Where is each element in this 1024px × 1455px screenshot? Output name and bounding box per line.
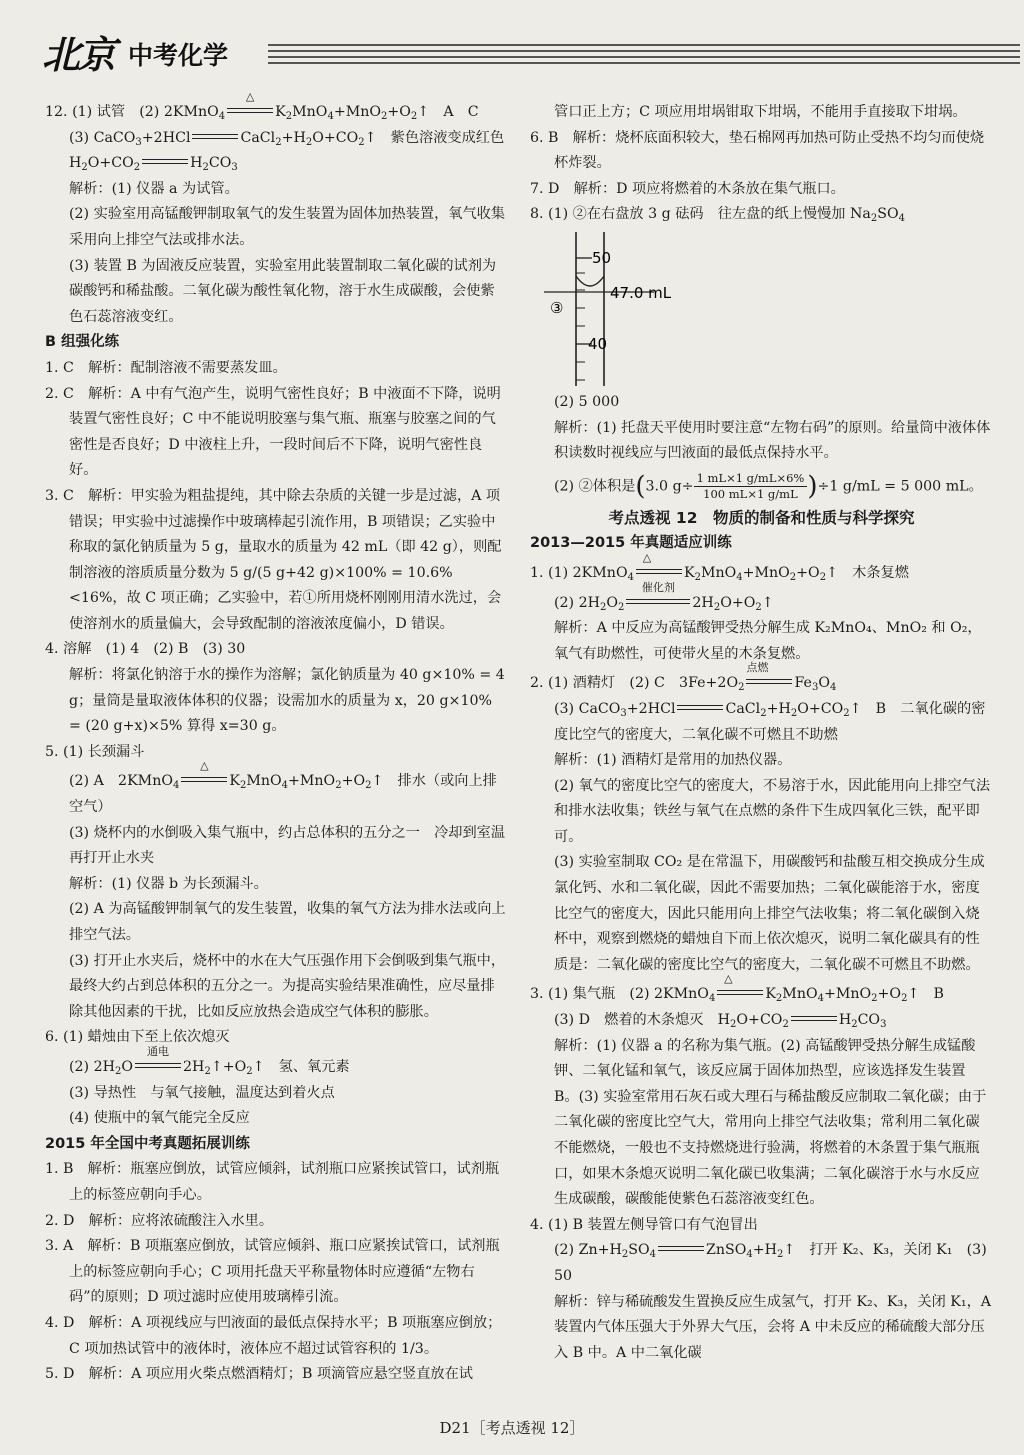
r-q3-1: 3. (1) 集气瓶 (2) 2KMnO$_4$ △ $K_2MnO_4+MnO_2+O_2↑$ B — [530, 972, 944, 1005]
n-q1: 1. B 解析：瓶塞应倒放，试管应倾斜，试剂瓶口应紧挨试管口，试剂瓶上的标签应朝向手心。 — [45, 1161, 500, 1203]
eye-position-marker: ③ — [550, 298, 564, 317]
b-q6-2: (2) $2H_2O$ 通电 $2H_2↑+O_2↑$ 氢、氧元素 — [69, 1044, 350, 1077]
cylinder-label-50: 50 — [592, 248, 612, 267]
q12-analysis-1: 解析：(1) 仪器 a 为试管。 — [69, 180, 239, 197]
n-q6: 6. B 解析：烧杯底面积较大，垫石棉网再加热可防止受热不均匀而使烧杯炸裂。 — [530, 129, 985, 172]
r-q2-analysis-3: (3) 实验室制取 CO₂ 是在常温下，用碳酸钙和盐酸互相交换成分生成氯化钙、水和二氧化碳，因此不需要加热；二氧化碳能溶于水，密度比空气的密度大，因此只能用向上排空气法收集；将二氧化碳倒入烧杯中，观察到燃烧的蜡烛自下而上依次熄灭，说明二氧化碳具有的性质是：二氧化碳的密度比空气的密度大，二氧化碳不可燃且不助燃。 — [554, 854, 985, 973]
b-q3: 3. C 解析：甲实验为粗盐提纯，其中除去杂质的关键一步是过滤，A 项错误；甲实验中过滤操作中玻璃棒起引流作用，B 项错误；乙实验中称取的氯化钠质量为 5 g，量取水的质量为 42 mL（即 42 g），则配制溶液的溶质质量分数为 5 g/(5 g+42 g)×100% = 10.6% <16%，故 C 项正确；乙实验中，若①所用烧杯刚刚用清水洗过，会使溶剂水的质量偏大，会导致配制的溶液浓度偏小，D 错误。 — [45, 487, 502, 632]
book-title: 中考化学 — [128, 41, 229, 70]
q12-carbonic: $H_2O+CO_2$ $H_2CO_3$ — [69, 155, 238, 174]
n-q8-analysis-2: (2) ②体积是(3.0 g÷ $\frac{1 mL\times 1 g/mL\times 6\%}{100 mL\times 1 g/mL}$ )÷1 g/mL = 5 000 mL。 — [554, 470, 983, 502]
left-column — [45, 90, 508, 1388]
b-q5-2: (2) A 2KMnO$_4$ △ $K_2MnO_4+MnO_2+O_2↑$ 排水（或向上排空气） — [69, 759, 497, 816]
b-q6-1: 6. (1) 蜡烛由下至上依次熄灭 — [45, 1029, 230, 1046]
b-q5-3: (3) 烧杯内的水倒吸入集气瓶中，约占总体积的五分之一 冷却到室温再打开止水夹 — [69, 824, 506, 867]
topic-12-heading: 考点透视 12 物质的制备和性质与科学探究 — [608, 508, 915, 527]
n-q7: 7. D 解析：D 项应将燃着的木条放在集气瓶口。 — [530, 180, 845, 197]
b-q1: 1. C 解析：配制溶液不需要蒸发皿。 — [45, 359, 287, 376]
n-q8-2: (2) 5 000 — [554, 393, 620, 410]
r-q2-3: (3) CaCO$_3$+2HCl $CaCl_2+H_2O+CO_2↑$ B 二氧化碳的密度比空气的密度大，二氧化碳不可燃且不助燃 — [554, 700, 986, 743]
q12-line1: 12. (1) 试管 (2) 2KMnO$_4$ △ $K_2MnO_4+MnO_2+O_2↑$ A C — [45, 90, 479, 122]
right-column — [530, 100, 993, 1366]
b-q6-4: (4) 使瓶中的氧气能完全反应 — [69, 1110, 250, 1127]
r-q4-analysis: 解析：锌与稀硫酸发生置换反应生成氢气，打开 K₂、K₃，关闭 K₁，A 装置内气体压强大于外界大气压，会将 A 中未反应的稀硫酸大部分压入 B 中。A 中二氧化碳 — [554, 1293, 992, 1361]
r-q1-analysis: 解析：A 中反应为高锰酸钾受热分解生成 K₂MnO₄、MnO₂ 和 O₂，氧气有助燃性，可使带火星的木条复燃。 — [554, 620, 982, 662]
cylinder-label-40: 40 — [588, 334, 608, 353]
n-q5-continued: 管口正上方；C 项应用坩埚钳取下坩埚，不能用手直接取下坩埚。 — [554, 104, 967, 120]
q12-analysis-3: (3) 装置 B 为固液反应装置，实验室用此装置制取二氧化碳的试剂为碳酸钙和稀盐酸。二氧化碳为酸性氧化物，溶于水生成碳酸，会使紫色石蕊溶液变红。 — [69, 257, 497, 325]
n-q2: 2. D 解析：应将浓硫酸注入水里。 — [45, 1212, 274, 1229]
q12-analysis-2: (2) 实验室用高锰酸钾制取氧气的发生装置为固体加热装置，氧气收集采用向上排空气法或排水法。 — [69, 206, 506, 248]
n-q5: 5. D 解析：A 项应用火柴点燃酒精灯；B 项滴管应悬空竖直放在试 — [45, 1366, 473, 1383]
cylinder-label-reading: 47.0 mL — [610, 283, 672, 302]
r-q2-analysis-1: 解析：(1) 酒精灯是常用的加热仪器。 — [554, 752, 792, 769]
r-q4-2: (2) $Zn+H_2SO_4$ $ZnSO_4+H_2↑$ 打开 K₂、K₃，关闭 K₁ (3) 50 — [554, 1242, 987, 1284]
page-header — [30, 22, 1020, 82]
real-exam-heading: 2013—2015 年真题适应训练 — [530, 535, 732, 552]
r-q3-analysis: 解析：(1) 仪器 a 的名称为集气瓶。(2) 高锰酸钾受热分解生成锰酸钾、二氧化锰和氧气，该反应属于固体加热型，应该选择发生装置 B。(3) 实验室常用石灰石或大理石与稀盐酸反应制取二氧化碳；由于二氧化碳的密度比空气大，常用向上排空气法收集；常利用二氧化碳不能燃烧，一般也不支持燃烧进行验满，将燃着的木条置于集气瓶瓶口，如果木条熄灭说明二氧化碳已收集满；二氧化碳溶于水与水反应生成碳酸，碳酸能使紫色石蕊溶液变红色。 — [554, 1037, 987, 1208]
b-q5-1: 5. (1) 长颈漏斗 — [45, 743, 145, 760]
n-q8-analysis-1: 解析：(1) 托盘天平使用时要注意“左物右码”的原则。给量筒中液体体积读数时视线应与凹液面的最低点保持水平。 — [554, 419, 991, 462]
q12-line3: (3) CaCO$_3$+2HCl $CaCl_2+H_2O+CO_2↑$ 紫色溶液变成红色 — [69, 129, 505, 148]
b-q2: 2. C 解析：A 中有气泡产生，说明气密性良好；B 中液面不下降，说明装置气密性良好；C 中不能说明胶塞与集气瓶、瓶塞与胶塞之间的气密性是否良好；D 中液柱上升，一段时间后不下降，说明气密性良好。 — [45, 385, 501, 479]
page-footer: D21［考点透视 12］ — [439, 1419, 585, 1437]
header-rules — [268, 44, 1020, 68]
brand-logo: 北京 — [42, 33, 115, 77]
graduated-cylinder-figure — [530, 230, 730, 386]
r-q2-analysis-2: (2) 氧气的密度比空气的密度大，不易溶于水，因此能用向上排空气法和排水法收集；铁丝与氧气在点燃的条件下生成四氧化三铁，配平即可。 — [554, 777, 991, 845]
n-q4: 4. D 解析：A 项视线应与凹液面的最低点保持水平；B 项瓶塞应倒放；C 项加热试管中的液体时，液体应不超过试管容积的 1/3。 — [45, 1314, 502, 1357]
b-q4-analysis: 解析：将氯化钠溶于水的操作为溶解；氯化钠质量为 40 g×10% = 4 g；量筒是量取液体体积的仪器；设需加水的质量为 x，20 g×10% = (20 g+x)×5% 算得 x=30 g。 — [69, 667, 505, 735]
r-q2-1: 2. (1) 酒精灯 (2) C $3Fe+2O_2$ 点燃 $Fe_3O_4$ — [530, 661, 837, 694]
r-q3-3: (3) D 燃着的木条熄灭 $H_2O+CO_2$ $H_2CO_3$ — [554, 1012, 887, 1031]
r-q1-1: 1. (1) 2KMnO$_4$ △ $K_2MnO_4+MnO_2+O_2↑$ 木条复燃 — [530, 550, 909, 583]
r-q4-1: 4. (1) B 装置左侧导管口有气泡冒出 — [530, 1216, 758, 1233]
r-q1-2: (2) $2H_2O_2$ 催化剂 $2H_2O+O_2↑$ — [554, 580, 774, 613]
b-q5-analysis-2: (2) A 为高锰酸钾制氧气的发生装置，收集的氧气方法为排水法或向上排空气法。 — [69, 901, 506, 943]
b-q4: 4. 溶解 (1) 4 (2) B (3) 30 — [45, 641, 246, 658]
b-q6-3: (3) 导热性 与氧气接触，温度达到着火点 — [69, 1084, 335, 1101]
b-q5-analysis-1: 解析：(1) 仪器 b 为长颈漏斗。 — [69, 875, 268, 892]
group-b-heading: B 组强化练 — [45, 334, 120, 351]
n-q3: 3. A 解析：B 项瓶塞应倒放，试管应倾斜、瓶口应紧挨试管口，试剂瓶上的标签应朝向手心；C 项用托盘天平称量物体时应遵循“左物右码”的原则；D 项过滤时应使用玻璃棒引流。 — [45, 1238, 500, 1306]
national-2015-heading: 2015 年全国中考真题拓展训练 — [45, 1135, 250, 1152]
volume-fraction: $\frac{1 mL\times 1 g/mL\times 6\%}{100 mL\times 1 g/mL}$ — [694, 471, 808, 502]
b-q5-analysis-3: (3) 打开止水夹后，烧杯中的水在大气压强作用下会倒吸到集气瓶中，最终大约占到总体积的五分之一。为提高实验结果准确性，应尽量排除其他因素的干扰，比如反应放热会造成空气体积的膨胀。 — [69, 952, 506, 1020]
n-q8-1: 8. (1) ②在右盘放 3 g 砝码 往左盘的纸上慢慢加 $Na_2SO_4$ — [530, 206, 905, 225]
